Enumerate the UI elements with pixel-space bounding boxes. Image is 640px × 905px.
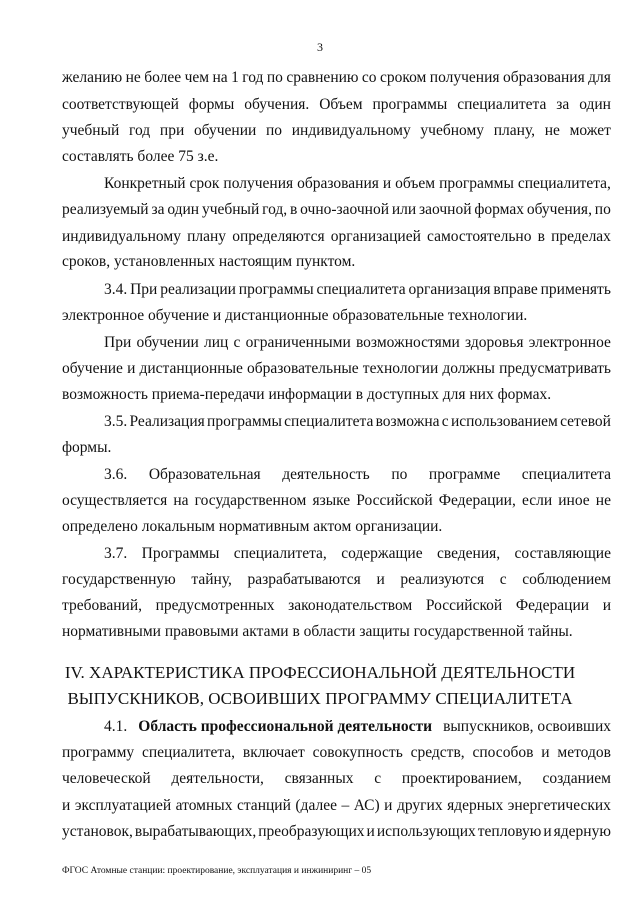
text-line: установок, вырабатывающих, преобразующих и использующих тепловую и ядерную [62,823,611,840]
text-line: реализуемый за один учебный год, в очно-заочной или заочной формах обучения, по [62,201,611,218]
text-line: нормативными правовыми актами в области защиты государственной тайны. [62,623,573,640]
footer-note: ФГОС Атомные станции: проектирование, эксплуатация и инжиниринг – 05 [62,866,372,876]
clause-number: 4.1. [104,718,128,735]
text-line: и эксплуатацией атомных станций (далее – АС) и других ядерных энергетических [62,797,611,814]
text-line: 3.6. Образовательная деятельность по программе специалитета [104,466,611,483]
clause-text: выпускников, освоивших [443,718,611,735]
text-line: возможность приема-передачи информации в доступных для них формах. [62,386,552,403]
section-4-1-first-line [104,717,611,737]
text-line: индивидуальному плану определяются организацией самостоятельно в пределах [62,228,611,245]
text-line: желанию не более чем на 1 год по сравнению со сроком получения образования для [62,69,611,86]
text-line: требований, предусмотренных законодательством Российской Федерации и [62,597,611,614]
text-line: определено локальным нормативным актом организации. [62,518,443,535]
text-line: электронное обучение и дистанционные образовательные технологии. [62,307,528,324]
text-line: При обучении лиц с ограниченными возможностями здоровья электронное [104,334,611,351]
page-number: 3 [317,40,323,54]
text-line: формы. [62,439,112,456]
text-line: программу специалитета, включает совокупность средств, способов и методов [62,744,611,761]
term-bold: Область профессиональной деятельности [138,718,433,735]
text-line: 3.5. Реализация программы специалитета возможна с использованием сетевой [104,413,611,430]
text-line: Конкретный срок получения образования и объем программы специалитета, [104,175,611,192]
text-line: человеческой деятельности, связанных с проектированием, созданием [62,770,611,787]
text-line: сроков, установленных настоящим пунктом. [62,253,356,270]
section-heading: ВЫПУСКНИКОВ, ОСВОИВШИХ ПРОГРАММУ СПЕЦИАЛИТЕТА [67,689,573,708]
section-heading: IV. ХАРАКТЕРИСТИКА ПРОФЕССИОНАЛЬНОЙ ДЕЯТЕЛЬНОСТИ [64,663,576,682]
text-line: 3.7. Программы специалитета, содержащие сведения, составляющие [104,545,611,562]
text-line: обучение и дистанционные образовательные технологии должны предусматривать [62,360,611,377]
text-line: 3.4. При реализации программы специалитета организация вправе применять [104,281,611,298]
text-line: соответствующей формы обучения. Объем программы специалитета за один [62,96,611,113]
text-line: осуществляется на государственном языке Российской Федерации, если иное не [62,492,611,509]
text-line: учебный год при обучении по индивидуальному учебному плану, не может [62,122,611,139]
text-line: составлять более 75 з.е. [62,148,219,165]
text-line: государственную тайну, разрабатываются и реализуются с соблюдением [62,571,611,588]
